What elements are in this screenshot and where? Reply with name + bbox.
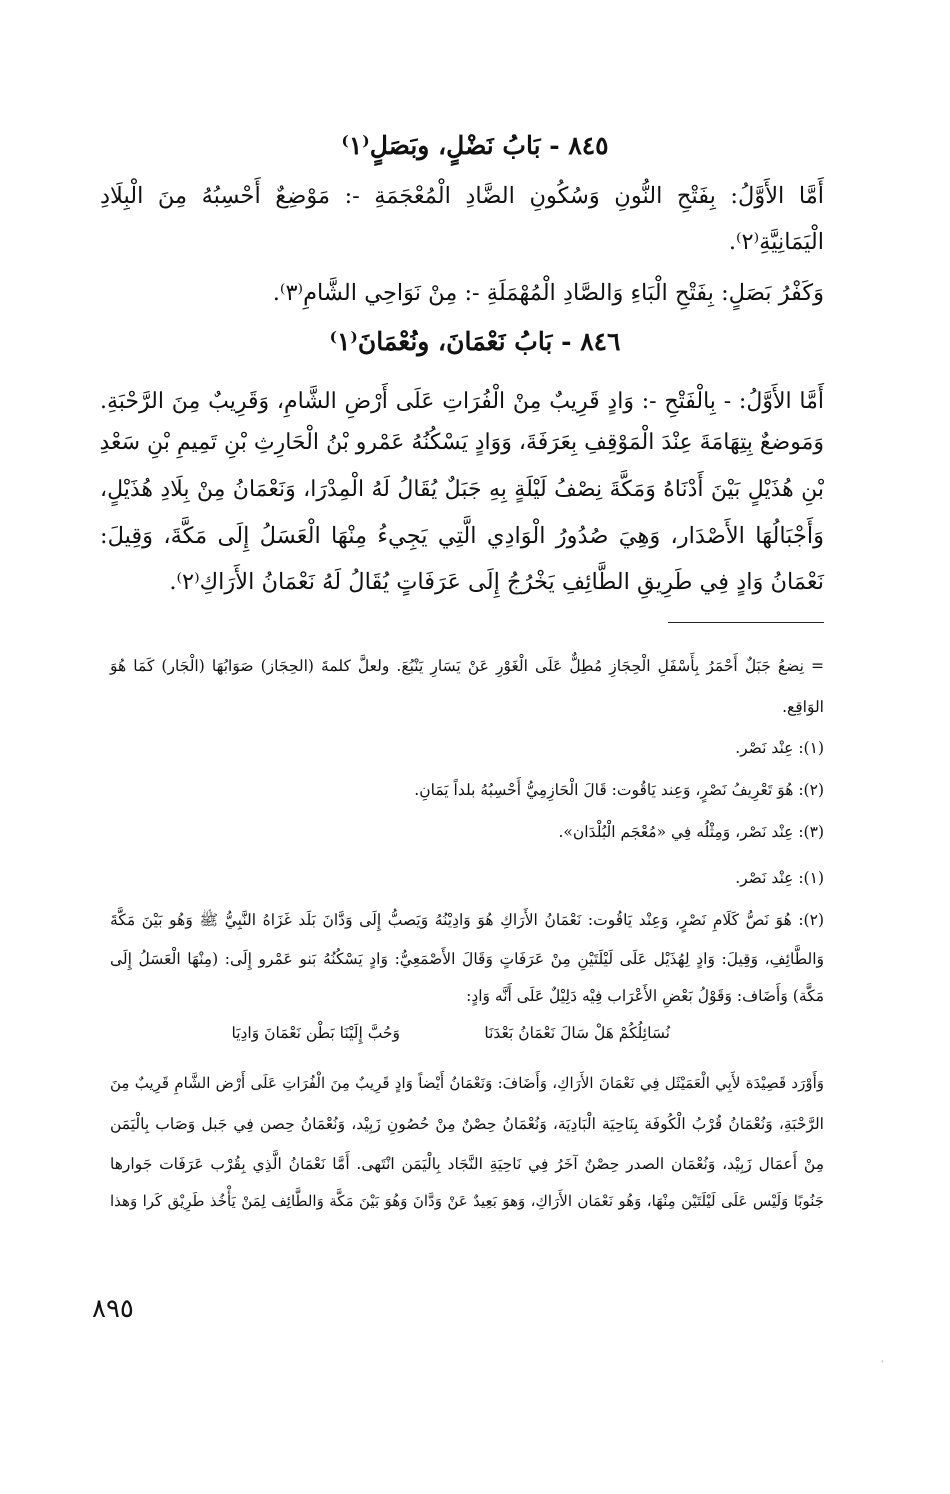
footnote-845-3: (٣): عِنْد نَصْر، وَمِثْلُه فِي «مُعْجَم الْبُلْدَان». [558,823,824,841]
entry-845-line-3: وَكَفْرُ بَصَلٍ: بِفَتْحِ الْبَاءِ وَالصَّادِ الْمُهْمَلَةِ -: مِنْ نَوَاحِي الشَّامِ⁽٣⁾. [272,280,824,306]
entry-846-line-2: وَمَوضعٌ بِتِهَامَةَ عِنْدَ الْمَوْقِفِ بِعَرَفَةَ، وَوَادٍ يَسْكُنُهُ عَمْرو بْنُ الْحَارِثِ بْنِ تَمِيمِ بْنِ سَعْدِ [99,430,824,455]
footnote-846-1: (١): عِنْد نَصْر. [735,869,824,887]
heading-846: ٨٤٦ - بَابُ نَعْمَانَ، ونُعْمَانَ⁽١⁾ [329,327,621,356]
entry-846-line-3: بْنِ هُذَيْلٍ بَيْنَ أَدْنَاهُ وَمَكَّةَ نِصْفُ لَيْلَةٍ بِهِ جَبَلٌ يُقَالُ لَهُ الْمِدْرَا، وَنَعْمَانُ مِنْ بِلَادِ هُذَيْلٍ، [100,477,824,502]
footnote-846-2-line-7: جَنُوبًا وَلَيْس عَلَى لَيْلَتَيْن مِنْهَا، وَهُو نَعْمَان الأَرَاكِ، وَهوَ بَعِيدٌ عَنْ وَدَّانَ وَهُوَ بَيْنَ مَكَّة وَالطَّائِف لِمَنْ يَأْخُذ طَرِيْق كَرا وَهذا [110,1192,824,1210]
footnote-846-2-line-5: الرَّحْبَةِ، وَنُعْمَانُ قُرْبُ الْكُوفَة بِنَاحِيَة الْبَادِيَة، وَنُعْمَانُ حِصْنٌ مِنْ حُصُونِ زَبِيْد، وَنُعْمَانُ حِصن فِي جَبل وَصَاب بِالْيَمَن [110,1115,824,1133]
footnote-846-2-line-4: وَأَوْرَد قَصِيْدَة لأَبِي الْعَمَيْثَل فِي نَعْمَانَ الأَرَاكِ، وَأَضَافَ: وَنَعْمَانُ أَيْضاً وَادٍ قَرِيبٌ مِنَ الْفُرَاتِ عَلَى أَرْض الشَّامِ قَرِيبٌ مِنَ [110,1074,824,1092]
heading-845: ٨٤٥ - بَابُ نَضْلٍ، وبَصَلٍ⁽١⁾ [341,131,609,160]
entry-846-line-5: نَعْمَانُ وَادٍ فِي طَرِيقِ الطَّائِفِ يَخْرُجُ إِلَى عَرَفَاتٍ يُقَالُ لَهُ نَعْمَانُ الأَرَاكِ⁽٢⁾. [169,569,824,595]
entry-846-line-1: أَمَّا الأَوَّلُ: - بِالْفَتْحِ -: وَادٍ قَرِيبٌ مِنْ الْفُرَاتِ عَلَى أَرْضِ الشَّامِ، وَقَرِيبٌ مِنَ الرَّحْبَةِ. [100,389,824,414]
footnote-continuation-line-2: الوَاقِع. [782,698,824,716]
page-number: ٨٩٥ [92,1294,134,1324]
footnote-separator [668,622,824,623]
verse-first-hemistich: نُسَائِلُكُمْ هَلْ سَالَ نَعْمَانُ بَعْدَنَا [484,1024,670,1042]
verse-second-hemistich: وَحُبَّ إِلَيْنَا بَطْن نَعْمَانَ وَادِيَا [231,1024,400,1042]
footnote-846-2-line-3: مَكَّة) وَأَضَاف: وَقَوْلُ بَعْضِ الأَعْرَاب فِيْه دَلِيْلٌ عَلَى أَنَّه وَادٍ: [466,987,824,1005]
footnote-846-2-line-2: وَالطَّائِفِ، وَقِيلَ: وَادٍ لِهُذَيْل عَلَى لَيْلَتَيْنِ مِنْ عَرَفَاتٍ وَقَالَ الأَصْمَعِيُّ: وَادٍ يَسْكُنُهُ بَنو عَمْرو إِلَى: (مِنْهَا الْعَسَلُ إِلَى [110,950,824,968]
entry-845-line-1: أَمَّا الأَوَّلُ: بِفَتْحِ النُّونِ وَسُكُونِ الضَّادِ الْمُعْجَمَةِ -: مَوْضِعٌ أَحْسِبُهُ مِنَ الْبِلَادِ [100,183,824,209]
footnote-845-1: (١): عِنْد نَصْر. [735,739,824,757]
footnote-845-2: (٢): هُوَ تَعْرِيفُ نَصْرٍ، وَعِند يَاقُوت: قَالَ الْحَازِمِيُّ أَحْسِبُهُ بلداً يَمَانِ. [414,781,824,799]
footnote-846-2-line-1: (٢): هُوَ نَصُّ كَلَامِ نَصْرٍ، وَعِنْد يَاقُوت: نَعْمَانُ الأَرَاكِ هُوَ وَادِيْنُهُ وَيَصبُّ إِلَى وَدَّانَ بَلَد غَزَاهُ النَّبِيُّ ﷺ وَهُو بَيْنَ مَكَّةَ [110,911,824,929]
footnote-continuation-line-1: = نِضعُ جَبَلٌ أَحْمَرُ بِأَسْفَلِ الْحِجَازِ مُطِلٌّ عَلَى الْغَوْرِ عَنْ يَسَارِ يَنْبُعَ. ولعلَّ كلمةَ (الحِجَاز) صَوَابُهَا (الْجَار) كَمَا هُوَ [110,657,824,675]
footnote-846-2-line-6: مِنْ أَعمَال زَبِيْد، وَنُعْمَان الصدر حِصْنٌ آخَرُ فِي نَاحِيَةِ النَّجَاد بِالْيَمَن انْتَهى. أَمَّا نَعْمَانُ الَّذِي بِقُرْب عَرَفَات جَوارها [110,1155,824,1173]
entry-846-line-4: وَأَجْبَالُهَا الأَصْدَار، وَهِيَ صُدُورُ الْوَادِي الَّتِي يَجِيءُ مِنْهَا الْعَسَلُ إِلَى مَكَّةَ، وَقِيلَ: [100,523,824,549]
entry-845-line-2: الْيَمَانِيَّةِ⁽٢⁾. [728,229,824,255]
